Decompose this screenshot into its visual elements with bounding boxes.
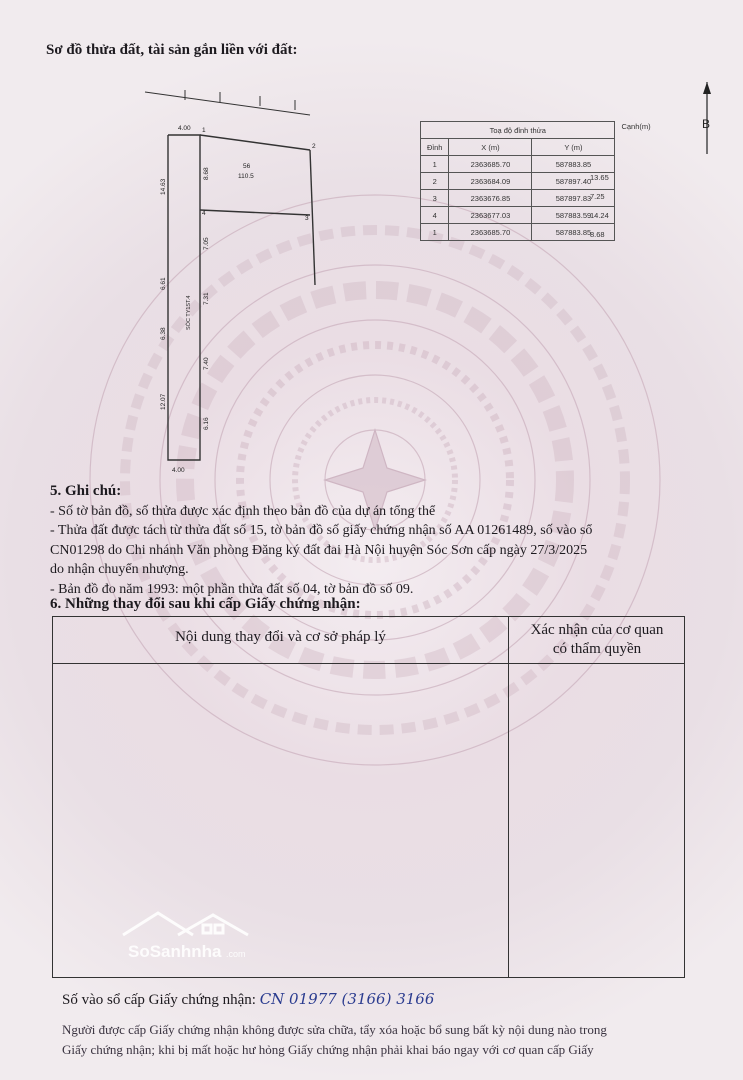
table-row: 1 2363685.70 587883.85: [421, 156, 657, 173]
edge-4: 8.68: [590, 230, 605, 239]
north-arrow-icon: [695, 80, 719, 160]
note-line: - Số tờ bản đồ, số thửa được xác định theo bản đồ của dự án tổng thể: [50, 503, 436, 519]
edge-header: Cạnh(m): [621, 121, 651, 131]
edge-2: 7.25: [590, 192, 605, 201]
bottom-width-label: 4.00: [172, 467, 185, 474]
note-line: - Thửa đất được tách từ thửa đất số 15, tờ bản đồ số giấy chứng nhận số AA 01261489, số vào sổ: [50, 523, 593, 538]
road-label: SÓC TY1ST.4: [186, 295, 192, 330]
coord-table-title: Toạ độ đỉnh thửa: [421, 122, 615, 139]
top-width-label: 4.00: [178, 125, 191, 132]
table-row: 1 2363685.70 587883.85: [421, 224, 657, 241]
corner-1: 1: [202, 127, 206, 134]
changes-col-confirm: Xác nhận của cơ quan có thẩm quyền: [530, 622, 664, 657]
col-vertex: Đỉnh: [421, 139, 449, 156]
corner-4: 4: [202, 210, 206, 217]
coordinate-table: [420, 121, 657, 241]
parcel-number: 56: [243, 163, 251, 170]
parcel-area: 110.5: [238, 173, 254, 180]
left-dim-4: 12.07: [160, 393, 167, 410]
table-row: 3 2363676.85 587897.83: [421, 190, 657, 207]
left-dim-2: 6.61: [160, 277, 167, 290]
changes-heading: 6. Những thay đổi sau khi cấp Giấy chứng nhận:: [50, 596, 361, 612]
changes-col-content: Nội dung thay đổi và cơ sở pháp lý: [175, 629, 386, 645]
logo-suffix: .com: [226, 949, 246, 959]
left-dim-3: 6.38: [160, 327, 167, 340]
edge-lengths: [590, 168, 609, 244]
registry-line: [62, 990, 434, 1009]
inner-dim-2: 7.05: [203, 237, 210, 250]
footer-warning: Người được cấp Giấy chứng nhận không được sửa chữa, tẩy xóa hoặc bổ sung bất kỳ nội dung nào trong Giấy chứng nhận; khi bị mất hoặc hư hỏng Giấy chứng nhận phải khai báo ngay với cơ quan cấp Giấy: [62, 1022, 607, 1057]
edge-3: 14.24: [590, 211, 609, 220]
note-line: do nhận chuyển nhượng.: [50, 562, 189, 577]
inner-dim-1: 8.68: [203, 167, 210, 180]
inner-dim-4: 7.40: [203, 357, 210, 370]
registry-number: CN 01977 (3166) 3166: [259, 990, 435, 1008]
col-y: Y (m): [532, 139, 615, 156]
road-line: [145, 92, 310, 115]
inner-dim-3: 7.31: [203, 292, 210, 305]
notes-section: [50, 482, 710, 599]
plot-diagram: [110, 80, 350, 480]
section-4-title: Sơ đồ thửa đất, tài sản gắn liền với đất:: [46, 42, 298, 58]
plot-strip: [168, 135, 200, 460]
corner-3: 3: [305, 215, 309, 222]
left-dim-1: 14.63: [160, 178, 167, 195]
note-line: - Bản đồ đo năm 1993: một phần thửa đất số 04, tờ bản đồ số 09.: [50, 581, 414, 597]
table-row: 2 2363684.09 587897.40: [421, 173, 657, 190]
edge-1: 13.65: [590, 173, 609, 182]
col-x: X (m): [449, 139, 532, 156]
logo-text: SoSanhnha: [128, 942, 222, 961]
notes-heading: 5. Ghi chú:: [50, 483, 122, 499]
north-label: B: [702, 117, 711, 131]
registry-label: Số vào sổ cấp Giấy chứng nhận:: [62, 992, 256, 1008]
corner-2: 2: [312, 143, 316, 150]
inner-dim-5: 6.16: [203, 417, 210, 430]
table-row: 4 2363677.03 587883.59: [421, 207, 657, 224]
note-line: CN01298 do Chi nhánh Văn phòng Đăng ký đất đai Hà Nội huyện Sóc Sơn cấp ngày 27/3/2025: [50, 542, 588, 558]
sosanhnha-logo: [118, 905, 268, 967]
